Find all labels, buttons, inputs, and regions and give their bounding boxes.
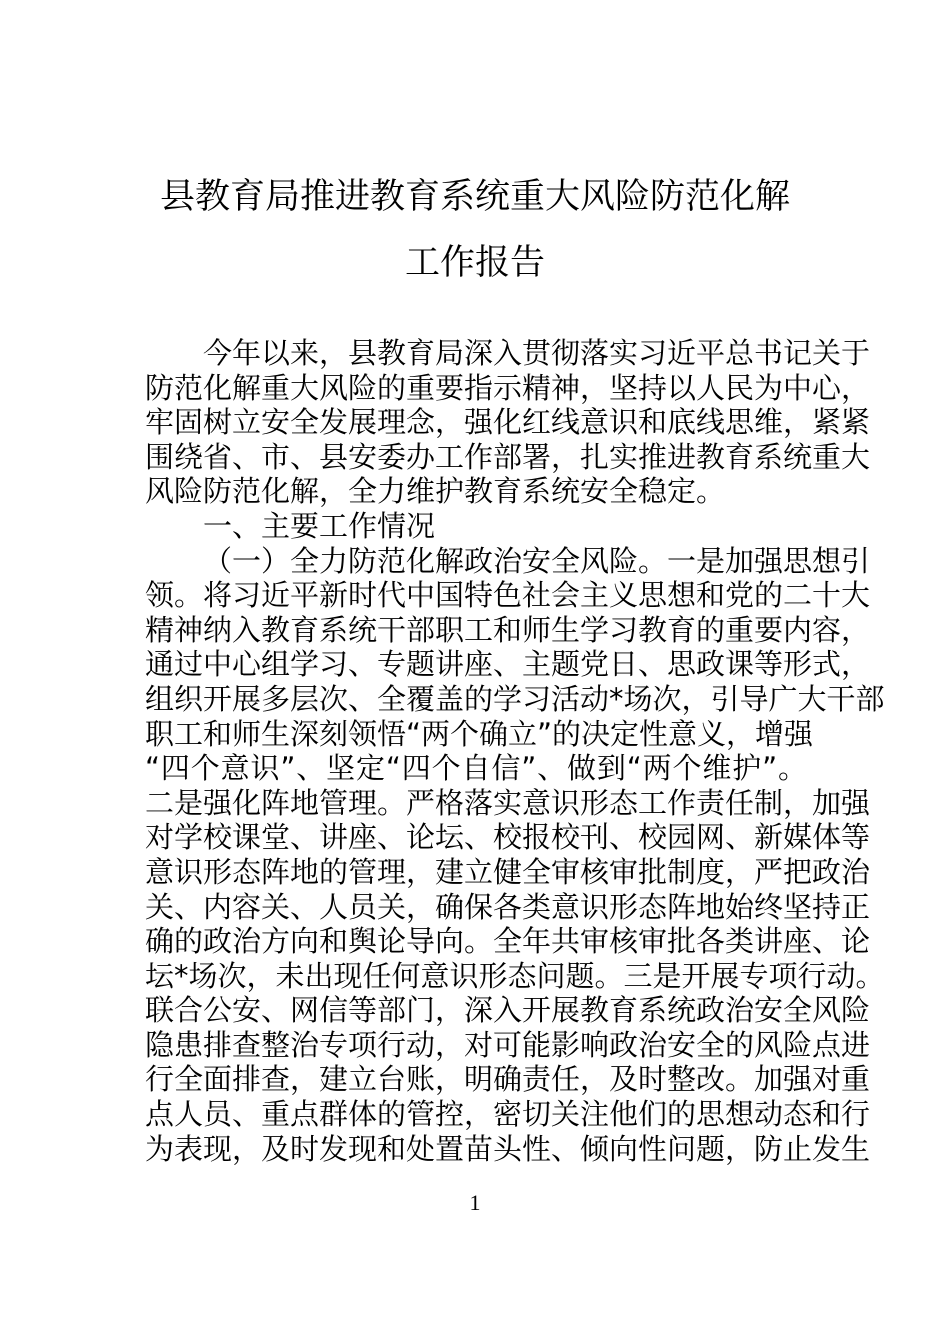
body-line: 点人员、重点群体的管控，密切关注他们的思想动态和行 <box>145 1097 871 1132</box>
body-line: 为表现，及时发现和处置苗头性、倾向性问题，防止发生 <box>145 1131 871 1166</box>
body-line: 职工和师生深刻领悟“两个确立”的决定性意义，增强 <box>145 716 814 751</box>
body-line: 围绕省、市、县安委办工作部署，扎实推进教育系统重大 <box>145 439 871 474</box>
body-line: 联合公安、网信等部门，深入开展教育系统政治安全风险 <box>145 993 871 1028</box>
body-line: 确的政治方向和舆论导向。全年共审核审批各类讲座、论 <box>145 924 871 959</box>
body-line: 隐患排查整治专项行动，对可能影响政治安全的风险点进 <box>145 1027 871 1062</box>
document-title-line-1: 县教育局推进教育系统重大风险防范化解 <box>159 177 790 217</box>
body-line: 对学校课堂、讲座、论坛、校报校刊、校园网、新媒体等 <box>145 820 871 855</box>
body-line: （一）全力防范化解政治安全风险。一是加强思想引 <box>203 543 871 578</box>
body-line: 防范化解重大风险的重要指示精神，坚持以人民为中心， <box>145 370 871 405</box>
body-line: 组织开展多层次、全覆盖的学习活动*场次，引导广大干部 <box>145 681 885 716</box>
body-line: “四个意识”、坚定“四个自信”、做到“两个维护”。 <box>145 751 807 786</box>
body-line: 意识形态阵地的管理，建立健全审核审批制度，严把政治 <box>145 854 871 889</box>
body-line: 关、内容关、人员关，确保各类意识形态阵地始终坚持正 <box>145 889 871 924</box>
body-line: 行全面排查，建立台账，明确责任，及时整改。加强对重 <box>145 1062 871 1097</box>
body-line: 风险防范化解，全力维护教育系统安全稳定。 <box>145 474 726 509</box>
body-line: 一、主要工作情况 <box>203 508 436 543</box>
body-line: 精神纳入教育系统干部职工和师生学习教育的重要内容， <box>145 612 871 647</box>
body-line: 通过中心组学习、专题讲座、主题党日、思政课等形式， <box>145 647 871 682</box>
body-line: 领。将习近平新时代中国特色社会主义思想和党的二十大 <box>145 578 871 613</box>
page-number: 1 <box>469 1190 481 1215</box>
body-line: 牢固树立安全发展理念，强化红线意识和底线思维，紧紧 <box>145 405 871 440</box>
body-line: 二是强化阵地管理。严格落实意识形态工作责任制，加强 <box>145 785 871 820</box>
document-body <box>145 336 885 1166</box>
document-title-line-2: 工作报告 <box>404 243 545 283</box>
body-line: 今年以来，县教育局深入贯彻落实习近平总书记关于 <box>203 336 871 370</box>
body-line: 坛*场次，未出现任何意识形态问题。三是开展专项行动。 <box>145 958 885 993</box>
